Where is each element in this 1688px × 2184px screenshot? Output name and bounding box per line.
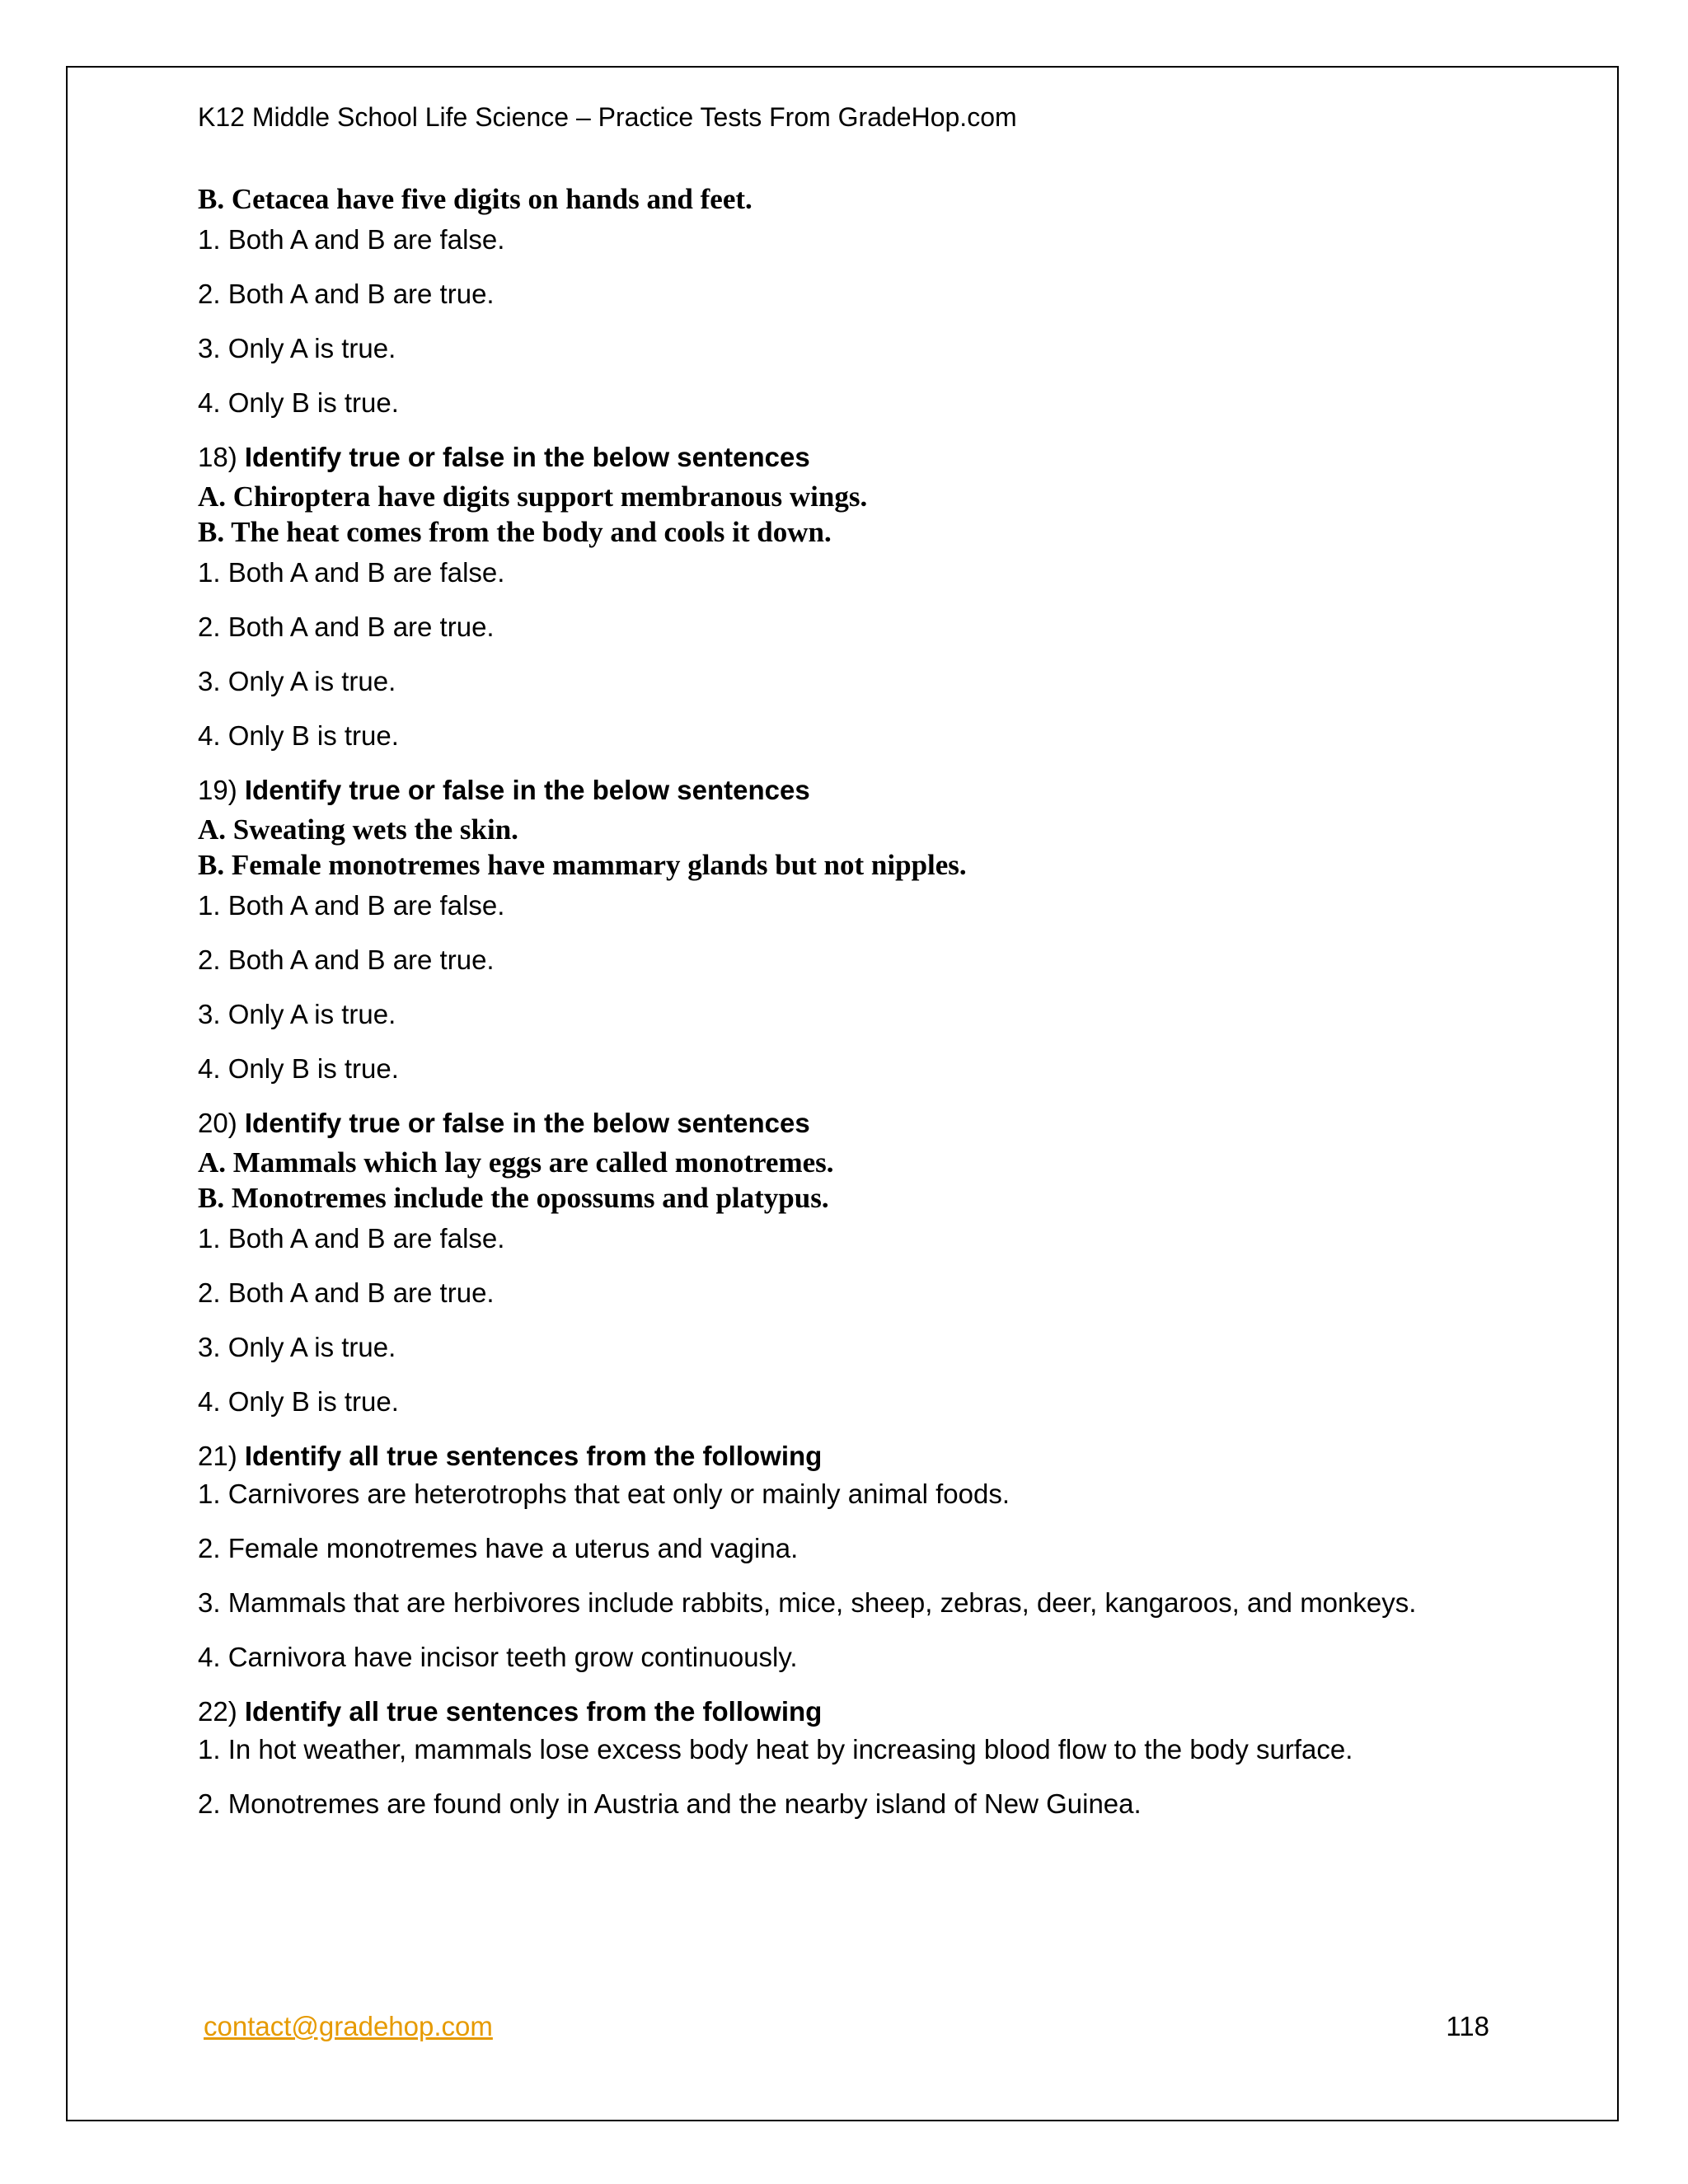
question-prompt — [198, 1107, 1517, 1140]
question-text: Identify all true sentences from the following — [244, 1441, 823, 1471]
answer-option: 4. Only B is true. — [198, 1386, 399, 1417]
answer-option: 3. Only A is true. — [198, 1332, 396, 1362]
question-number: 19) — [198, 775, 237, 805]
answer-option: 4. Only B is true. — [198, 720, 399, 751]
answer-option: 1. Both A and B are false. — [198, 557, 505, 588]
contact-email-link[interactable]: contact@gradehop.com — [204, 2011, 493, 2041]
question-text: Identify true or false in the below sentences — [244, 775, 810, 805]
question-prompt — [198, 1440, 1517, 1473]
answer-option: 1. Both A and B are false. — [198, 890, 505, 921]
statement-a: A. Mammals which lay eggs are called monotremes. — [198, 1146, 834, 1179]
statement-b: B. Monotremes include the opossums and platypus. — [198, 1182, 829, 1214]
answer-option: 2. Both A and B are true. — [198, 1277, 495, 1308]
question-text: Identify true or false in the below sentences — [244, 442, 810, 472]
question-19 — [198, 774, 1517, 1085]
answer-option: 1. In hot weather, mammals lose excess body heat by increasing blood flow to the body surface. — [198, 1734, 1353, 1765]
question-prompt — [198, 1695, 1517, 1728]
page-footer — [204, 2011, 1489, 2052]
answer-option: 3. Only A is true. — [198, 999, 396, 1029]
answer-option: 2. Female monotremes have a uterus and vagina. — [198, 1533, 799, 1563]
question-text: Identify true or false in the below sentences — [244, 1108, 810, 1138]
answer-option: 3. Mammals that are herbivores include rabbits, mice, sheep, zebras, deer, kangaroos, and monkeys. — [198, 1587, 1417, 1618]
question-21 — [198, 1440, 1517, 1674]
statement-a: A. Sweating wets the skin. — [198, 813, 518, 846]
answer-option: 2. Both A and B are true. — [198, 612, 495, 642]
statement-b: B. Female monotremes have mammary glands but not nipples. — [198, 849, 967, 881]
question-number: 22) — [198, 1696, 237, 1727]
statement-b: B. The heat comes from the body and cools it down. — [198, 516, 832, 548]
answer-option: 2. Monotremes are found only in Austria and the nearby island of New Guinea. — [198, 1788, 1142, 1819]
answer-option: 3. Only A is true. — [198, 666, 396, 696]
answer-option: 1. Carnivores are heterotrophs that eat only or mainly animal foods. — [198, 1479, 1010, 1509]
question-prompt — [198, 774, 1517, 807]
question-number: 21) — [198, 1441, 237, 1471]
question-18 — [198, 441, 1517, 752]
question-number: 18) — [198, 442, 237, 472]
answer-option: 4. Carnivora have incisor teeth grow continuously. — [198, 1642, 798, 1672]
carry-over-question — [198, 181, 1517, 419]
answer-option: 3. Only A is true. — [198, 333, 396, 363]
answer-option: 2. Both A and B are true. — [198, 279, 495, 309]
question-prompt — [198, 441, 1517, 474]
question-20 — [198, 1107, 1517, 1418]
answer-option: 4. Only B is true. — [198, 387, 399, 418]
statement: B. Cetacea have five digits on hands and feet. — [198, 183, 753, 215]
statement-a: A. Chiroptera have digits support membranous wings. — [198, 480, 868, 513]
answer-option: 1. Both A and B are false. — [198, 1223, 505, 1254]
page-header: K12 Middle School Life Science – Practice Tests From GradeHop.com — [198, 102, 1017, 132]
answer-option: 1. Both A and B are false. — [198, 224, 505, 255]
answer-option: 2. Both A and B are true. — [198, 944, 495, 975]
answer-option: 4. Only B is true. — [198, 1053, 399, 1084]
question-text: Identify all true sentences from the following — [244, 1696, 823, 1727]
question-22 — [198, 1695, 1517, 1821]
page-content — [198, 91, 1517, 1842]
page-number: 118 — [1446, 2011, 1489, 2041]
question-number: 20) — [198, 1108, 237, 1138]
